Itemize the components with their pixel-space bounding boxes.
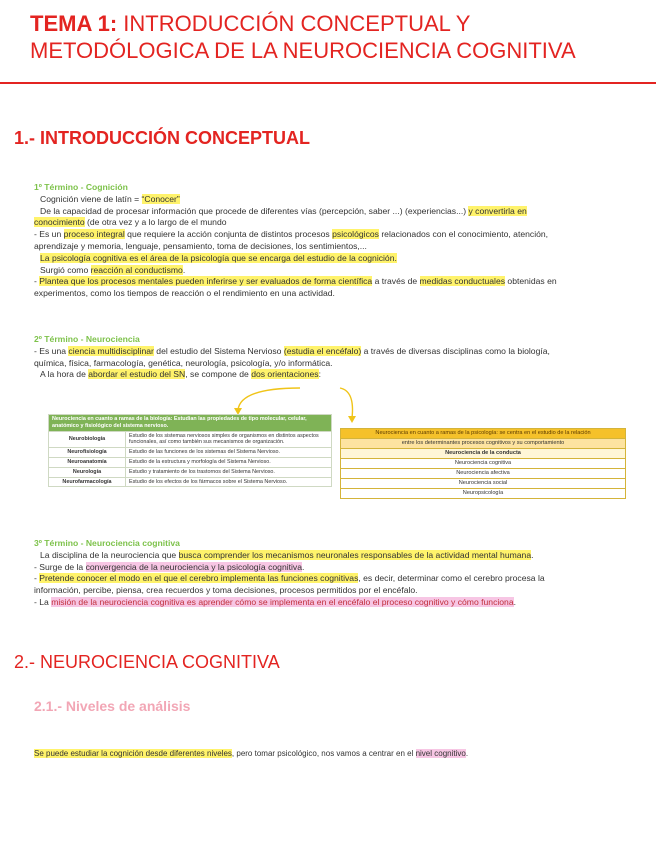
arrow-left — [238, 388, 300, 410]
section-1-heading: 1.- INTRODUCCIÓN CONCEPTUAL — [14, 128, 310, 148]
biology-branches-table — [48, 414, 332, 487]
term-1-line-7: Surgió como reacción al conductismo. — [40, 264, 186, 275]
document-title — [30, 10, 626, 64]
term-1-line-9: experimentos, como los tiempos de reacción o el rendimiento en una actividad. — [34, 288, 335, 299]
title-divider — [0, 82, 656, 84]
psychology-branches-table — [340, 428, 626, 499]
term-1-line-1: Cognición viene de latín = “Conocer” — [40, 193, 180, 204]
term-1-line-6: La psicología cognitiva es el área de la psicología que se encarga del estudio de la cognición. — [40, 252, 397, 263]
table-row: Neurofisiología Estudio de las funciones de los sistemas del Sistema Nervioso. — [49, 448, 332, 458]
table-row: Neurofarmacología Estudio de los efectos de los fármacos sobre el Sistema Nervioso. — [49, 477, 332, 487]
table-row: Neurociencia cognitiva — [341, 459, 626, 469]
term-3-title: 3º Término - Neurociencia cognitiva — [34, 538, 180, 548]
term-1-title: 1º Término - Cognición — [34, 182, 128, 192]
term-2-line-1: - Es una ciencia multidisciplinar del estudio del Sistema Nervioso (estudia el encéfalo) a través de diversas disciplinas como la biología, — [34, 345, 550, 356]
term-2-line-2: química, física, farmacología, genética, neurología, psicología, y/o informática. — [34, 357, 333, 368]
term-1-line-5: aprendizaje y memoria, lenguaje, pensamiento, toma de decisiones, los sentimientos,... — [34, 240, 367, 251]
arrow-right-head — [348, 416, 356, 423]
term-2-block — [34, 334, 640, 381]
table-row: Neurobiología Estudio de los sistemas nerviosos simples de organismos en distintos aspectos funcionales, así como también sus mecanismos de organización. — [49, 431, 332, 448]
psychology-table-header-2: entre los determinantes procesos cognitivos y su comportamiento — [341, 439, 626, 449]
term-3-line-4: información, percibe, piensa, crea recuerdos y toma decisiones, procesos permitidos por el encéfalo. — [34, 585, 418, 596]
term-3-line-2: - Surge de la convergencia de la neurociencia y la psicología cognitiva. — [34, 561, 305, 572]
section-2-heading: 2.- NEUROCIENCIA COGNITIVA — [14, 652, 280, 672]
term-3-line-3: - Pretende conocer el modo en el que el cerebro implementa las funciones cognitivas, es decir, determinar como el cerebro procesa la — [34, 573, 545, 584]
term-2-title: 2º Término - Neurociencia — [34, 334, 140, 344]
term-1-line-2: De la capacidad de procesar información que procede de diferentes vías (percepción, saber ...) (experiencias...) y convertirla en — [40, 205, 527, 216]
term-1-block — [34, 182, 640, 300]
table-row: Neurociencia afectiva — [341, 469, 626, 479]
term-3-block — [34, 538, 640, 609]
table-row: Neuroanatomía Estudio de la estructura y morfología del Sistema Nervioso. — [49, 457, 332, 467]
table-row: Neurología Estudio y tratamiento de los trastornos del Sistema Nervioso. — [49, 467, 332, 477]
section-2-1-text: Se puede estudiar la cognición desde diferentes niveles, pero tomar psicológico, nos vamos a centrar en el nivel cognitivo. — [34, 749, 469, 758]
term-1-line-8: - Plantea que los procesos mentales pueden inferirse y ser evaluados de forma científica a través de medidas conductuales obtenidas en — [34, 276, 557, 287]
table-row: Neuropsicología — [341, 489, 626, 499]
psychology-table-bold-row: Neurociencia de la conducta — [341, 449, 626, 459]
title-prefix: TEMA 1: — [30, 11, 118, 36]
psychology-table-header: Neurociencia en cuanto a ramas de la psicología: se centra en el estudio de la relación — [341, 429, 626, 439]
term-3-line-1: La disciplina de la neurociencia que busca comprender los mecanismos neuronales responsables de la actividad mental humana. — [40, 549, 534, 560]
table-row: Neurociencia social — [341, 479, 626, 489]
term-3-line-5: - La misión de la neurociencia cognitiva es aprender cómo se implementa en el encéfalo el proceso cognitivo y cómo funciona. — [34, 596, 517, 607]
title-line-2: METODÓLOGICA DE LA NEUROCIENCIA COGNITIVA — [30, 38, 576, 63]
arrow-right — [340, 388, 353, 418]
term-1-line-3: conocimiento (de otra vez y a lo largo de el mundo — [34, 217, 227, 228]
biology-table-header: Neurociencia en cuanto a ramas de la biología: Estudian las propiedades de tipo molecular, celular, anatómico y fisiológico del sistema nervioso. — [49, 415, 332, 432]
term-2-line-3: A la hora de abordar el estudio del SN, se compone de dos orientaciones: — [40, 369, 321, 380]
title-rest: INTRODUCCIÓN CONCEPTUAL Y — [117, 11, 471, 36]
term-1-line-4: - Es un proceso integral que requiere la acción conjunta de distintos procesos psicológicos relacionados con el conocimiento, atención, — [34, 229, 549, 240]
section-2-1-heading: 2.1.- Niveles de análisis — [34, 698, 191, 714]
